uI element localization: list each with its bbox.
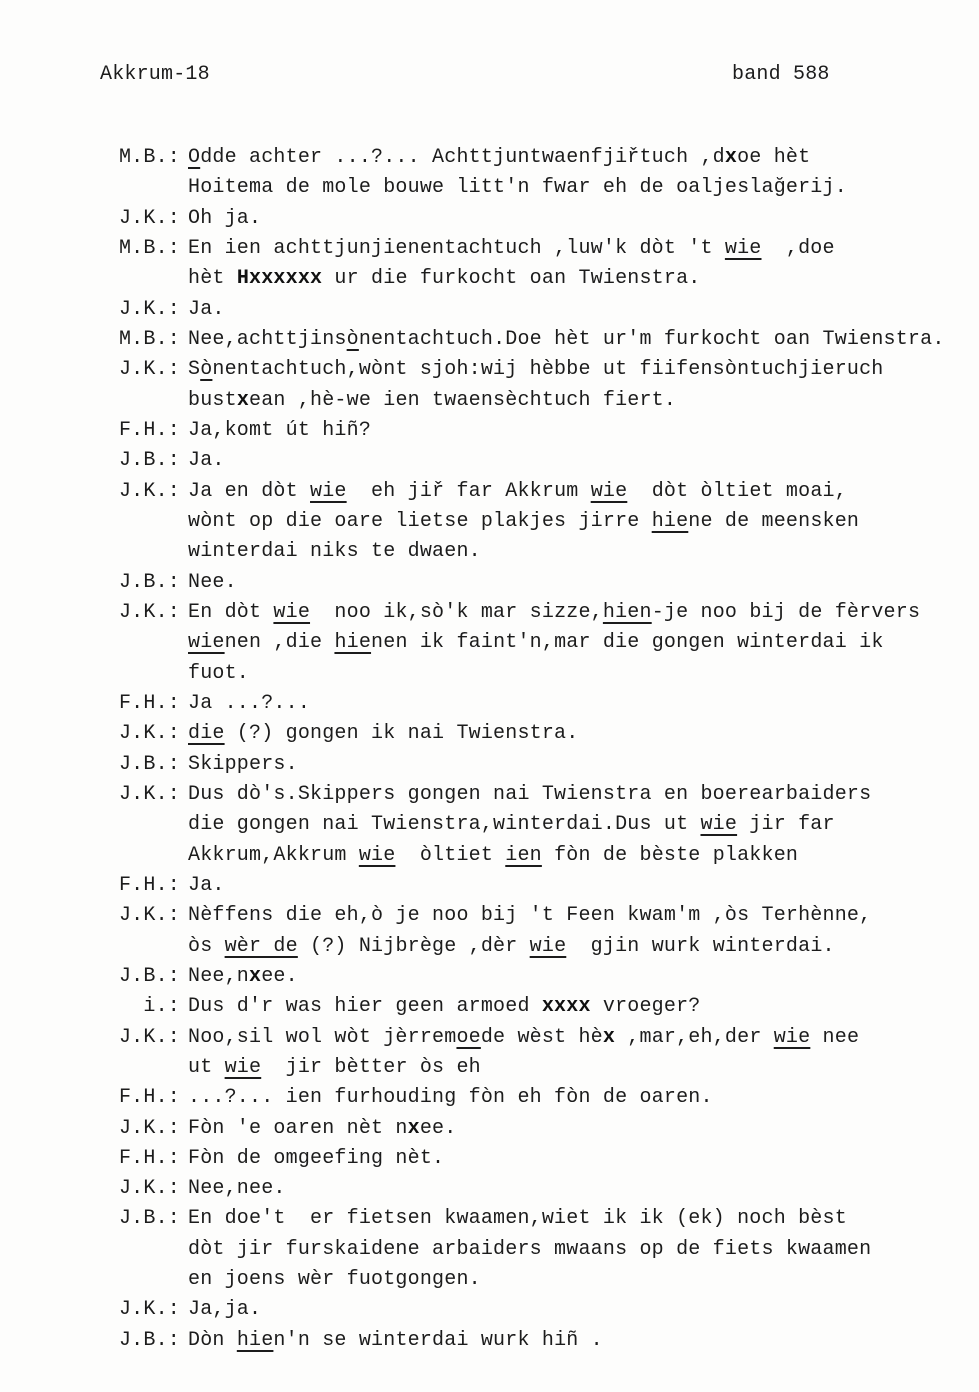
speaker-turn (0, 1144, 979, 1174)
speaker-turn (0, 871, 979, 901)
speaker-turn (0, 1204, 979, 1234)
text-segment: Ja. (188, 873, 225, 897)
text-segment: Nèffens die eh,ò je noo bij 't Feen kwam'm ,òs Terhènne, (188, 904, 872, 928)
text-segment: ,mar,eh,der (615, 1025, 774, 1049)
struck-out-text: x (249, 964, 262, 988)
speaker-label: J.K.: (118, 1177, 180, 1201)
line-text (188, 962, 298, 992)
text-segment: S (188, 358, 201, 382)
speaker-turn (0, 719, 979, 749)
text-segment: Akkrum,Akkrum (188, 843, 359, 867)
text-segment: òltiet (395, 843, 506, 867)
speaker-label: M.B.: (118, 327, 180, 351)
text-segment: Fòn 'e oaren nèt n (188, 1116, 408, 1140)
line-text (188, 446, 225, 476)
text-segment: oe hèt (737, 146, 811, 169)
speaker-label: M.B.: (118, 236, 180, 260)
speaker-label: F.H.: (118, 418, 180, 442)
line-text (188, 477, 847, 507)
line-text (188, 719, 578, 749)
speaker-label: F.H.: (118, 873, 180, 897)
underlined-text: wie (310, 479, 347, 503)
line-text (188, 143, 810, 173)
line-text (188, 1204, 847, 1234)
continuation-line (0, 507, 979, 537)
speaker-turn (0, 143, 979, 173)
underlined-text: wie (590, 479, 628, 503)
text-segment: eh jiř far Akkrum (346, 479, 591, 503)
underlined-text: wie (188, 631, 225, 655)
line-text (188, 1326, 603, 1356)
text-segment: dde achter ...?... Achttjuntwaenfjiřtuch ,d (200, 146, 725, 169)
underlined-text: hie (334, 631, 372, 655)
speaker-turn (0, 1326, 979, 1356)
text-segment: nentachtuch,wònt sjoh:wij hèbbe ut fiifensòntuchjieruch (212, 358, 884, 382)
speaker-label: J.K.: (118, 1116, 180, 1140)
text-segment: fuot. (188, 661, 250, 685)
underlined-text: hien (602, 600, 652, 624)
speaker-turn (0, 689, 979, 719)
speaker-turn (0, 1295, 979, 1325)
speaker-label: F.H.: (118, 1146, 180, 1170)
speaker-label: J.K.: (118, 206, 180, 230)
text-segment: Nee,n (188, 964, 250, 988)
underlined-text: O (188, 146, 201, 169)
speaker-label: J.B.: (118, 449, 180, 473)
speaker-turn (0, 962, 979, 992)
speaker-label: J.B.: (118, 570, 180, 594)
underlined-text: ien (505, 843, 542, 867)
text-segment: Ja. (188, 449, 225, 473)
line-text (188, 386, 676, 416)
text-segment: winterdai niks te dwaen. (188, 540, 481, 564)
line-text (188, 295, 225, 325)
continuation-line (0, 386, 979, 416)
continuation-line (0, 1265, 979, 1295)
speaker-label: J.K.: (118, 904, 180, 928)
text-segment: Ja,ja. (188, 1298, 262, 1322)
text-segment: wònt op die oare lietse plakjes jirre (188, 509, 652, 533)
text-segment: Dòn (188, 1328, 237, 1352)
text-segment: de wèst hè (480, 1025, 603, 1049)
text-segment: Dus d'r was hier geen armoed (188, 995, 542, 1019)
struck-out-text: x (407, 1116, 420, 1140)
line-text (188, 689, 310, 719)
text-segment: dòt jir furskaidene arbaiders mwaans op de fiets kwaamen (188, 1237, 872, 1261)
text-segment: Oh ja. (188, 206, 262, 230)
struck-out-text: Hxxxxxx (236, 267, 323, 291)
document-title: Akkrum-18 (100, 63, 210, 86)
speaker-label: J.K.: (118, 358, 180, 382)
text-segment: Ja. (188, 297, 225, 321)
text-segment: fòn de bèste plakken (541, 843, 799, 867)
line-text (188, 1023, 859, 1053)
struck-out-text: x (724, 146, 738, 169)
speaker-label: M.B.: (118, 146, 180, 169)
speaker-turn (0, 295, 979, 325)
text-segment: n'n se winterdai wurk hiñ . (273, 1328, 603, 1352)
underlined-text: wie (273, 600, 311, 624)
text-segment: En doe't er fietsen kwaamen,wiet ik ik (ek) noch bèst (188, 1207, 847, 1231)
underlined-text: hie (651, 509, 689, 533)
speaker-label: J.B.: (118, 1207, 180, 1231)
text-segment: nentachtuch.Doe hèt ur'm furkocht oan Twienstra. (358, 327, 945, 351)
text-segment: Nee,nee. (188, 1177, 286, 1201)
line-text (188, 1295, 261, 1325)
struck-out-text: x (236, 388, 250, 412)
text-segment: nen ik faint'n,mar die gongen winterdai ik (371, 631, 884, 655)
text-segment: Hoitema de mole bouwe litt'n fwar eh de oaljeslağerij. (188, 176, 847, 200)
line-text (188, 780, 871, 810)
line-text (188, 173, 847, 203)
text-segment: Ja ...?... (188, 691, 311, 715)
speaker-label: J.K.: (118, 782, 180, 806)
text-segment: Fòn de omgeefing nèt. (188, 1146, 445, 1170)
speaker-turn (0, 416, 979, 446)
line-text (188, 355, 884, 385)
speaker-label: J.K.: (118, 479, 180, 503)
speaker-turn (0, 325, 979, 355)
text-segment: Nee. (188, 570, 237, 594)
speaker-label: J.B.: (118, 964, 180, 988)
text-segment: òs (188, 934, 225, 958)
text-segment: ...?... ien furhouding fòn eh fòn de oaren. (188, 1086, 713, 1110)
underlined-text: wie (724, 236, 762, 260)
text-segment: dòt òltiet moai, (627, 479, 847, 503)
continuation-line (0, 537, 979, 567)
speaker-turn (0, 750, 979, 780)
speaker-turn (0, 446, 979, 476)
continuation-line (0, 841, 979, 871)
text-segment: ,doe (761, 236, 835, 260)
line-text (188, 871, 225, 901)
underlined-text: wie (700, 813, 738, 837)
speaker-label: J.K.: (118, 1025, 180, 1049)
struck-out-text: xxxx (541, 995, 591, 1019)
text-segment: noo ik,sò'k mar sizze, (310, 600, 603, 624)
line-text (188, 1174, 286, 1204)
line-text (188, 325, 945, 355)
line-text (188, 628, 884, 658)
speaker-label: J.B.: (118, 752, 180, 776)
speaker-label: i.: (143, 995, 180, 1019)
speaker-label: F.H.: (118, 691, 180, 715)
line-text (188, 841, 798, 871)
text-segment: Noo,sil wol wòt jèrrem (188, 1025, 457, 1049)
text-segment: ur die furkocht oan Twienstra. (322, 267, 701, 291)
line-text (188, 507, 859, 537)
text-segment: ee. (419, 1116, 457, 1140)
speaker-label: J.K.: (118, 722, 180, 746)
line-text (188, 598, 920, 628)
transcript-body (0, 143, 979, 1356)
text-segment: Ja,komt út hiñ? (188, 418, 372, 442)
continuation-line (0, 932, 979, 962)
underlined-text: hie (236, 1328, 274, 1352)
underlined-text: wèr de (224, 934, 298, 958)
text-segment: ee. (261, 964, 298, 988)
speaker-turn (0, 355, 979, 385)
continuation-line (0, 1235, 979, 1265)
text-segment: Dus dò's.Skippers gongen nai Twienstra en boerearbaiders (188, 782, 872, 806)
underlined-text: wie (529, 934, 567, 958)
line-text (188, 1083, 713, 1113)
speaker-label: J.K.: (118, 1298, 180, 1322)
text-segment: bust (188, 388, 237, 412)
text-segment: En dòt (188, 600, 274, 624)
line-text (188, 416, 371, 446)
text-segment: Ja en dòt (188, 479, 311, 503)
speaker-turn (0, 1023, 979, 1053)
line-text (188, 659, 249, 689)
line-text (188, 810, 835, 840)
text-segment: En ien achttjunjienentachtuch ,luw'k dòt 't (188, 236, 725, 260)
speaker-turn (0, 1083, 979, 1113)
speaker-turn (0, 1174, 979, 1204)
underlined-text: wie (224, 1055, 262, 1079)
speaker-turn (0, 204, 979, 234)
continuation-line (0, 810, 979, 840)
speaker-turn (0, 568, 979, 598)
text-segment: jir far (737, 813, 835, 837)
struck-out-text: x (602, 1025, 616, 1049)
text-segment: ean ,hè-we ien twaensèchtuch fiert. (249, 388, 677, 412)
text-segment: Skippers. (188, 752, 298, 776)
line-text (188, 1144, 444, 1174)
text-segment: die gongen nai Twienstra,winterdai.Dus ut (188, 813, 701, 837)
speaker-turn (0, 598, 979, 628)
speaker-turn (0, 477, 979, 507)
text-segment: ut (188, 1055, 225, 1079)
line-text (188, 1114, 456, 1144)
underlined-text: wie (358, 843, 396, 867)
text-segment: (?) Nijbrège ,dèr (297, 934, 530, 958)
text-segment: hèt (188, 267, 237, 291)
text-segment: nee (810, 1025, 860, 1049)
continuation-line (0, 173, 979, 203)
text-segment: en joens wèr fuotgongen. (188, 1268, 481, 1292)
text-segment: gjin wurk winterdai. (566, 934, 835, 958)
underlined-text: wie (773, 1025, 811, 1049)
speaker-turn (0, 1114, 979, 1144)
underlined-text: oe (456, 1025, 481, 1049)
line-text (188, 537, 481, 567)
underlined-text: die (188, 722, 225, 746)
speaker-turn (0, 901, 979, 931)
underlined-text: ò (346, 327, 359, 351)
continuation-line (0, 659, 979, 689)
text-segment: vroeger? (590, 995, 701, 1019)
line-text (188, 901, 871, 931)
line-text (188, 264, 701, 294)
line-text (188, 932, 835, 962)
continuation-line (0, 1053, 979, 1083)
text-segment: ne de meensken (688, 509, 860, 533)
line-text (188, 1265, 481, 1295)
continuation-line (0, 264, 979, 294)
line-text (188, 234, 835, 264)
speaker-label: J.B.: (118, 1328, 180, 1352)
text-segment: -je noo bij de fèrvers (651, 600, 921, 624)
tape-number: band 588 (732, 63, 830, 86)
line-text (188, 1235, 871, 1265)
line-text (188, 568, 237, 598)
line-text (188, 1053, 481, 1083)
text-segment: Nee,achttjins (188, 327, 347, 351)
line-text (188, 992, 701, 1022)
speaker-turn (0, 234, 979, 264)
speaker-turn (0, 780, 979, 810)
speaker-label: J.K.: (118, 297, 180, 321)
speaker-label: F.H.: (118, 1086, 180, 1110)
line-text (188, 204, 261, 234)
line-text (188, 750, 298, 780)
speaker-label: J.K.: (118, 600, 180, 624)
text-segment: nen ,die (224, 631, 335, 655)
speaker-turn (0, 992, 979, 1022)
continuation-line (0, 628, 979, 658)
underlined-text: ò (200, 358, 213, 382)
text-segment: jir bètter òs eh (261, 1055, 481, 1079)
text-segment: (?) gongen ik nai Twienstra. (224, 722, 579, 746)
